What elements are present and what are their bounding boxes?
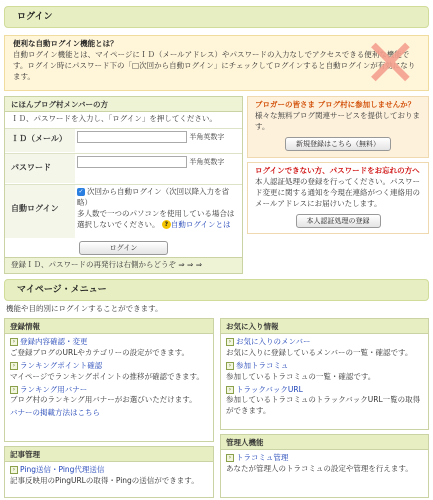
ping-send-link[interactable]: › Ping送信・Ping代理送信 — [10, 465, 208, 476]
arrow-icon: › — [226, 338, 234, 346]
auto-login-row — [5, 184, 242, 238]
arrow-icon: › — [226, 362, 234, 370]
joined-tracommu-desc: 参加しているトラコミュの一覧・確認です。 — [226, 371, 376, 381]
register-button[interactable]: 新規登録はこちら（無料） — [285, 137, 391, 151]
join-box — [247, 96, 429, 158]
mypage-menu-header: マイページ・メニュー — [4, 279, 429, 301]
favorite-members-desc: お気に入りに登録しているメンバーの一覧・確認です。 — [226, 347, 413, 357]
login-section-header: ログイン — [4, 6, 429, 28]
member-login-box — [4, 96, 243, 274]
login-footer-note: 登録ＩＤ、パスワードの再発行は右側からどうぞ ⇒ ⇒ ⇒ — [5, 257, 242, 273]
auto-login-label: 自動ログイン — [5, 185, 75, 238]
id-unit-hint: 半角英数字 — [189, 132, 225, 141]
favorites-panel — [220, 318, 429, 430]
favorites-title: お気に入り情報 — [221, 319, 428, 334]
notice-text: 自動ログイン機能とは、マイページにＩＤ（メールアドレス）やパスワードの入力なしでアクセスできる便利な機能です。ログイン時にパスワード下の「□次回から自動ログイン」にチェックしてログインすると自動ログインが有効になります。 — [13, 49, 416, 81]
join-title: ブロガーの皆さま ブログ村に参加しませんか？ — [255, 100, 416, 109]
favorite-members-link[interactable]: › お気に入りのメンバー — [226, 337, 423, 348]
ranking-points-desc: マイページでランキングポイントの推移が確認できます。 — [10, 371, 204, 381]
trackback-url-desc: 参加しているトラコミュのトラックバックURL一覧の取得ができます。 — [226, 395, 421, 416]
admin-functions-title: 管理人機能 — [221, 435, 428, 450]
arrow-icon: › — [10, 338, 18, 346]
tracommu-management-link[interactable]: › トラコミュ管理 — [226, 453, 423, 464]
login-box-title: にほんブログ村メンバーの方 — [5, 97, 242, 112]
banner-howto-link[interactable]: バナーの掲載方法はこちら — [10, 408, 100, 418]
identity-verification-button[interactable]: 本人認証処理の登録 — [296, 214, 381, 228]
auto-login-check-text: 次回から自動ログイン（次回以降入力を省略） — [77, 187, 230, 207]
arrow-icon: › — [10, 362, 18, 370]
password-input[interactable] — [77, 156, 187, 168]
registration-info-title: 登録情報 — [5, 319, 213, 334]
mypage-intro: 機能や目的別にログインすることができます。 — [6, 304, 163, 313]
edit-registration-desc: ご登録ブログのURLやカテゴリーの設定ができます。 — [10, 347, 189, 357]
auto-login-help-link[interactable]: 自動ログインとは — [170, 219, 231, 229]
forgot-title: ログインできない方、パスワードをお忘れの方へ — [255, 166, 420, 175]
auto-login-note: 多人数で一つのパソコンを使用している場合は選択しないでください。 — [77, 208, 235, 229]
tracommu-management-desc: あなたが管理人のトラコミュの設定や管理を行えます。 — [226, 463, 413, 473]
login-button[interactable]: ログイン — [79, 241, 169, 255]
login-instructions: ＩＤ、パスワードを入力し、「ログイン」を押してください。 — [11, 114, 217, 123]
registration-info-panel — [4, 318, 214, 442]
admin-functions-panel — [220, 434, 429, 498]
arrow-icon: › — [226, 386, 234, 394]
auto-login-checkbox[interactable]: ✓ — [78, 188, 84, 195]
arrow-icon: › — [10, 386, 18, 394]
notice-title: 便利な自動ログイン機能とは？ — [13, 39, 118, 48]
password-row — [5, 153, 242, 183]
article-management-panel — [4, 446, 214, 498]
id-input[interactable] — [77, 131, 187, 143]
login-button-row — [5, 241, 242, 255]
ranking-points-link[interactable]: › ランキングポイント確認 — [10, 361, 208, 372]
edit-registration-link[interactable]: › 登録内容確認・変更 — [10, 337, 208, 348]
x-mark-icon: ✕ — [362, 35, 418, 91]
article-management-title: 記事管理 — [5, 447, 213, 462]
id-label: ＩＤ（メール） — [5, 129, 75, 152]
joined-tracommu-link[interactable]: › 参加トラコミュ — [226, 361, 423, 372]
password-unit-hint: 半角英数字 — [189, 157, 225, 166]
auto-login-notice — [4, 35, 429, 91]
forgot-text: 本人認証処理の登録を行ってください。パスワード変更に関する通知を今現在連絡がつく連絡用のメールアドレスにお届けいたします。 — [255, 176, 420, 208]
arrow-icon: › — [226, 454, 234, 462]
forgot-box — [247, 162, 429, 234]
join-text: 様々な無料ブログ関連サービスを提供しております。 — [255, 110, 420, 131]
arrow-icon: › — [10, 466, 18, 474]
ping-send-desc: 記事反映用のPingURLの取得・Pingの送信ができます。 — [10, 475, 199, 485]
ranking-banner-link[interactable]: › ランキング用バナー — [10, 385, 208, 396]
password-label: パスワード — [5, 154, 75, 183]
trackback-url-link[interactable]: › トラックバックURL — [226, 385, 423, 396]
ranking-banner-desc: ブログ村のランキング用バナーがお選びいただけます。 — [10, 395, 197, 405]
help-icon: ? — [162, 220, 171, 229]
id-row — [5, 128, 242, 152]
